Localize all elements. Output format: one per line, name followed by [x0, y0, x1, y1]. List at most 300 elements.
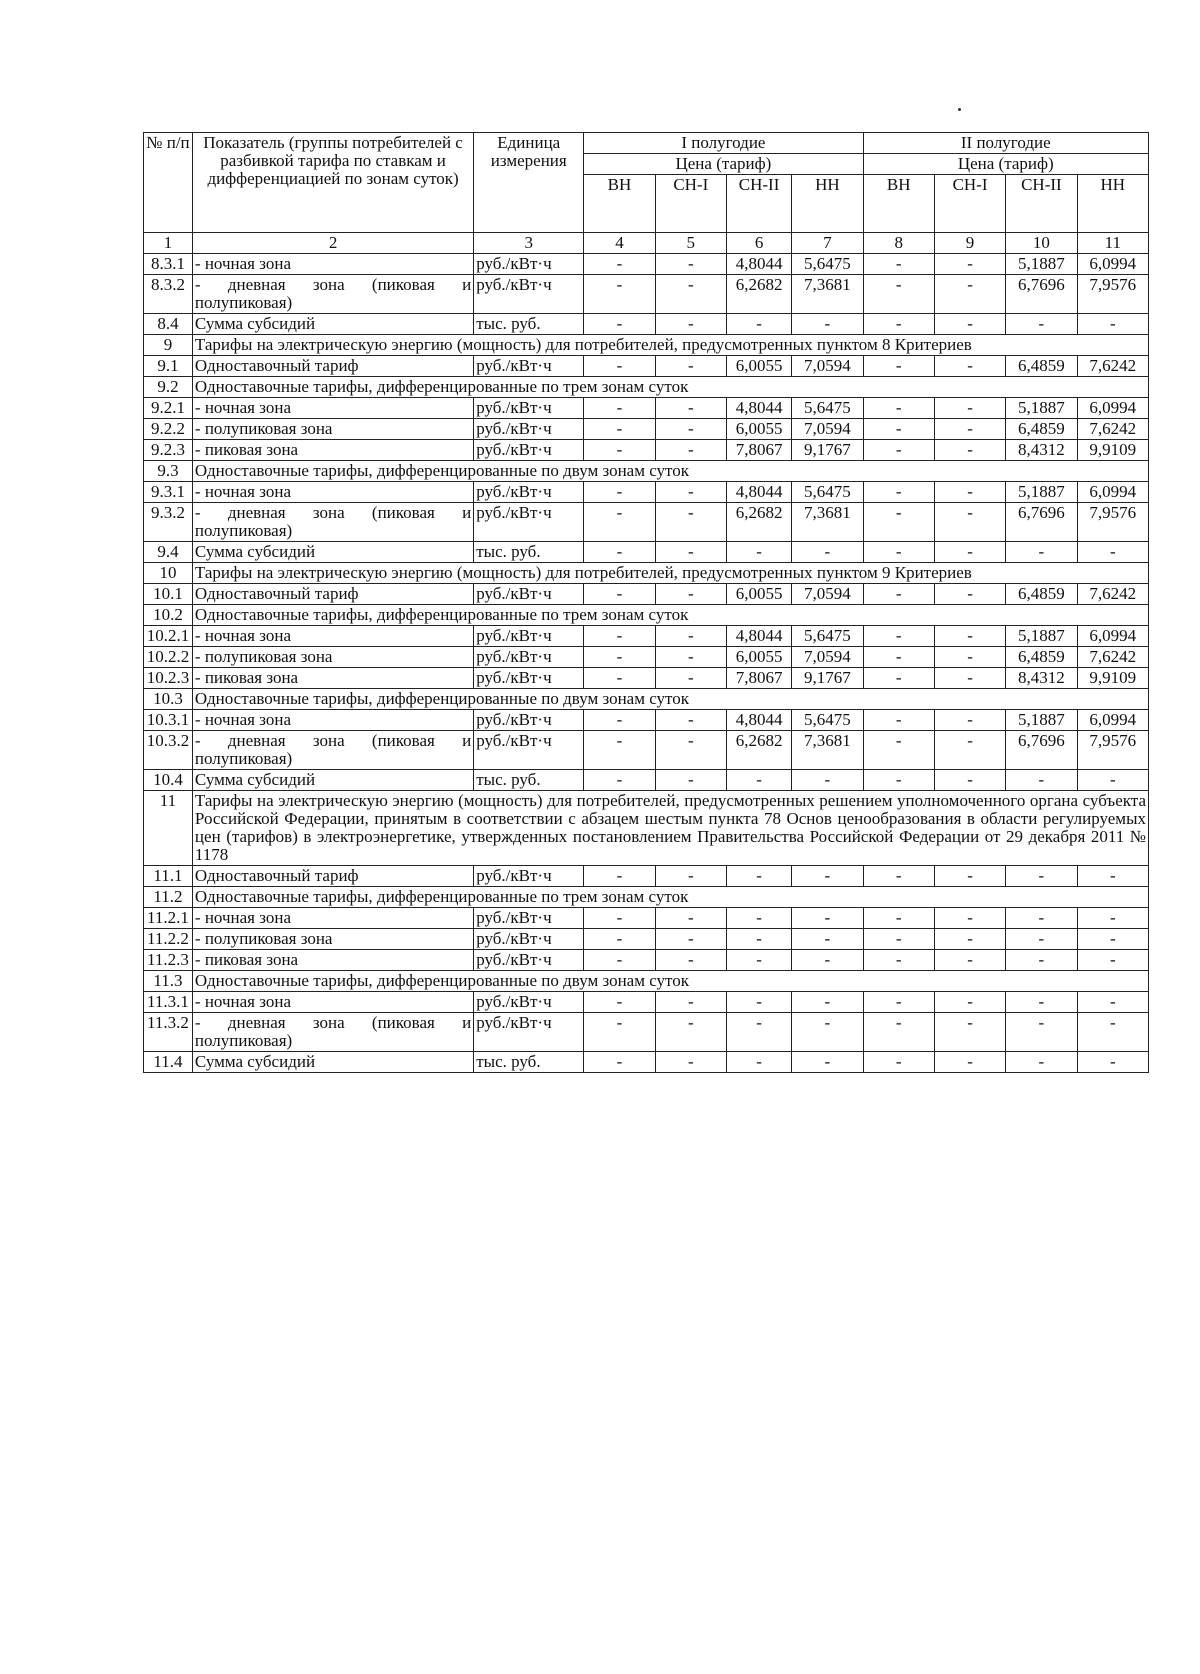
row-number: 11.3 [144, 971, 193, 992]
tariff-value: - [934, 992, 1005, 1013]
tariff-value: - [1006, 314, 1077, 335]
table-row [144, 419, 1149, 440]
row-unit: руб./кВт·ч [474, 668, 584, 689]
tariff-value: - [863, 440, 934, 461]
tariff-value: - [655, 1013, 726, 1052]
table-row [144, 542, 1149, 563]
tariff-value: - [584, 626, 655, 647]
tariff-value: - [934, 866, 1005, 887]
row-label: - пиковая зона [192, 668, 473, 689]
tariff-value: - [934, 584, 1005, 605]
tariff-value: - [1077, 314, 1148, 335]
table-row [144, 866, 1149, 887]
tariff-value: - [726, 929, 791, 950]
section-row [144, 971, 1149, 992]
tariff-value: - [1006, 992, 1077, 1013]
table-row [144, 1052, 1149, 1073]
tariff-value: - [863, 584, 934, 605]
row-unit: руб./кВт·ч [474, 626, 584, 647]
tariff-value: - [934, 1013, 1005, 1052]
tariff-value: - [863, 398, 934, 419]
tariff-value: - [655, 584, 726, 605]
table-row [144, 950, 1149, 971]
tariff-value: - [584, 482, 655, 503]
table-row [144, 1013, 1149, 1052]
header-row-colnums [144, 233, 1149, 254]
row-label: - ночная зона [192, 398, 473, 419]
tariff-value: - [863, 314, 934, 335]
tariff-value: 6,0055 [726, 356, 791, 377]
column-number: 10 [1006, 233, 1077, 254]
tariff-value: - [1077, 929, 1148, 950]
tariff-value: - [655, 254, 726, 275]
header-row-1 [144, 133, 1149, 154]
tariff-value: 6,4859 [1006, 356, 1077, 377]
tariff-value: 6,2682 [726, 731, 791, 770]
tariff-body [144, 254, 1149, 1073]
row-unit: руб./кВт·ч [474, 275, 584, 314]
tariff-value: - [584, 503, 655, 542]
tariff-value: 6,0055 [726, 419, 791, 440]
tariff-value: 4,8044 [726, 710, 791, 731]
section-row [144, 887, 1149, 908]
row-number: 9.3 [144, 461, 193, 482]
row-number: 11.3.1 [144, 992, 193, 1013]
tariff-value: - [1006, 908, 1077, 929]
tariff-value: - [726, 992, 791, 1013]
tariff-value: 9,1767 [792, 668, 863, 689]
row-unit: руб./кВт·ч [474, 731, 584, 770]
tariff-value: - [863, 731, 934, 770]
row-number: 9.3.2 [144, 503, 193, 542]
tariff-value: 6,0994 [1077, 398, 1148, 419]
row-unit: тыс. руб. [474, 770, 584, 791]
row-unit: руб./кВт·ч [474, 866, 584, 887]
header-half-2: II полугодие [863, 133, 1148, 154]
scan-speck [958, 108, 961, 111]
header-num: № п/п [144, 133, 193, 233]
tariff-value: - [934, 626, 1005, 647]
row-unit: руб./кВт·ч [474, 908, 584, 929]
row-unit: руб./кВт·ч [474, 647, 584, 668]
row-number: 8.3.2 [144, 275, 193, 314]
section-title: Тарифы на электрическую энергию (мощность) для потребителей, предусмотренных пунктом 8 Критериев [192, 335, 1148, 356]
tariff-value: - [584, 770, 655, 791]
row-number: 9.4 [144, 542, 193, 563]
tariff-value: - [792, 314, 863, 335]
tariff-value: 4,8044 [726, 254, 791, 275]
tariff-value: 5,1887 [1006, 398, 1077, 419]
row-unit: руб./кВт·ч [474, 710, 584, 731]
table-row [144, 647, 1149, 668]
tariff-value: 5,1887 [1006, 710, 1077, 731]
row-number: 10.2.3 [144, 668, 193, 689]
table-row [144, 731, 1149, 770]
tariff-value: - [1077, 866, 1148, 887]
tariff-value: 5,1887 [1006, 254, 1077, 275]
column-number: 5 [655, 233, 726, 254]
tariff-value: - [584, 950, 655, 971]
tariff-value: - [584, 929, 655, 950]
tariff-value: - [655, 314, 726, 335]
tariff-value: - [655, 908, 726, 929]
section-row [144, 563, 1149, 584]
row-unit: тыс. руб. [474, 314, 584, 335]
row-number: 8.4 [144, 314, 193, 335]
tariff-value: - [863, 503, 934, 542]
tariff-value: - [584, 1013, 655, 1052]
tariff-value: 7,9576 [1077, 275, 1148, 314]
tariff-value: 7,6242 [1077, 419, 1148, 440]
row-unit: руб./кВт·ч [474, 992, 584, 1013]
tariff-value: - [584, 710, 655, 731]
tariff-value: - [655, 275, 726, 314]
tariff-value: - [1006, 1052, 1077, 1073]
tariff-value: - [584, 356, 655, 377]
row-label: Одноставочный тариф [192, 356, 473, 377]
row-number: 9.1 [144, 356, 193, 377]
tariff-value: 8,4312 [1006, 668, 1077, 689]
section-title: Одноставочные тарифы, дифференцированные по трем зонам суток [192, 887, 1148, 908]
tariff-value: - [1006, 929, 1077, 950]
tariff-value: - [655, 482, 726, 503]
tariff-value: 7,9576 [1077, 503, 1148, 542]
tariff-value: - [1006, 950, 1077, 971]
column-number: 3 [474, 233, 584, 254]
header-half-1: I полугодие [584, 133, 863, 154]
tariff-value: 5,6475 [792, 482, 863, 503]
tariff-value: - [726, 770, 791, 791]
tariff-value: - [726, 908, 791, 929]
table-row [144, 584, 1149, 605]
tariff-value: - [655, 710, 726, 731]
table-row [144, 770, 1149, 791]
tariff-value: - [655, 626, 726, 647]
tariff-value: 6,0994 [1077, 482, 1148, 503]
row-label: - дневная зона (пиковая и полупиковая) [192, 503, 473, 542]
tariff-value: - [1006, 770, 1077, 791]
tariff-value: 7,6242 [1077, 647, 1148, 668]
row-label: - ночная зона [192, 992, 473, 1013]
tariff-value: - [934, 908, 1005, 929]
tariff-value: - [792, 1052, 863, 1073]
tariff-value: - [863, 356, 934, 377]
tariff-value: 6,4859 [1006, 584, 1077, 605]
tariff-value: - [584, 908, 655, 929]
tariff-value: - [726, 314, 791, 335]
tariff-value: - [1077, 542, 1148, 563]
tariff-value: - [1077, 1052, 1148, 1073]
row-number: 8.3.1 [144, 254, 193, 275]
table-row [144, 440, 1149, 461]
tariff-value: 6,0994 [1077, 710, 1148, 731]
tariff-value: - [655, 398, 726, 419]
tariff-value: 6,0055 [726, 647, 791, 668]
row-unit: руб./кВт·ч [474, 950, 584, 971]
section-row [144, 377, 1149, 398]
tariff-value: - [792, 866, 863, 887]
tariff-value: - [934, 929, 1005, 950]
tariff-value: 9,9109 [1077, 440, 1148, 461]
row-label: - дневная зона (пиковая и полупиковая) [192, 1013, 473, 1052]
section-title: Одноставочные тарифы, дифференцированные по двум зонам суток [192, 461, 1148, 482]
tariff-value: 6,0994 [1077, 626, 1148, 647]
tariff-value: 4,8044 [726, 482, 791, 503]
tariff-value: - [655, 356, 726, 377]
tariff-value: - [584, 992, 655, 1013]
tariff-value: 7,3681 [792, 275, 863, 314]
tariff-value: 5,1887 [1006, 626, 1077, 647]
tariff-value: - [584, 866, 655, 887]
row-number: 10.3.1 [144, 710, 193, 731]
tariff-value: - [934, 950, 1005, 971]
row-label: - ночная зона [192, 254, 473, 275]
column-number: 8 [863, 233, 934, 254]
tariff-value: - [1006, 542, 1077, 563]
tariff-value: - [863, 647, 934, 668]
header-level: НН [792, 175, 863, 233]
row-number: 10.2.1 [144, 626, 193, 647]
tariff-value: - [655, 542, 726, 563]
tariff-value: 6,0055 [726, 584, 791, 605]
row-number: 11.2 [144, 887, 193, 908]
row-unit: руб./кВт·ч [474, 356, 584, 377]
tariff-value: - [934, 482, 1005, 503]
row-number: 10.1 [144, 584, 193, 605]
row-label: - дневная зона (пиковая и полупиковая) [192, 275, 473, 314]
tariff-value: - [1006, 866, 1077, 887]
tariff-value: - [934, 647, 1005, 668]
tariff-value: 5,1887 [1006, 482, 1077, 503]
tariff-value: - [934, 503, 1005, 542]
section-row [144, 461, 1149, 482]
table-row [144, 398, 1149, 419]
row-label: - ночная зона [192, 908, 473, 929]
tariff-value: - [726, 1013, 791, 1052]
row-number: 11.2.1 [144, 908, 193, 929]
header-level: СН-II [1006, 175, 1077, 233]
tariff-value: 6,2682 [726, 275, 791, 314]
row-unit: руб./кВт·ч [474, 1013, 584, 1052]
tariff-value: 7,3681 [792, 503, 863, 542]
tariff-value: - [655, 731, 726, 770]
tariff-value: - [863, 482, 934, 503]
tariff-value: 5,6475 [792, 710, 863, 731]
table-row [144, 356, 1149, 377]
section-title: Тарифы на электрическую энергию (мощность) для потребителей, предусмотренных пунктом 9 Критериев [192, 563, 1148, 584]
row-unit: тыс. руб. [474, 542, 584, 563]
row-unit: руб./кВт·ч [474, 503, 584, 542]
column-number: 6 [726, 233, 791, 254]
section-title: Одноставочные тарифы, дифференцированные по двум зонам суток [192, 689, 1148, 710]
row-number: 9.3.1 [144, 482, 193, 503]
row-unit: руб./кВт·ч [474, 482, 584, 503]
row-label: - пиковая зона [192, 950, 473, 971]
row-unit: руб./кВт·ч [474, 254, 584, 275]
tariff-value: 4,8044 [726, 398, 791, 419]
header-price-1: Цена (тариф) [584, 154, 863, 175]
tariff-value: - [934, 731, 1005, 770]
column-number: 2 [192, 233, 473, 254]
tariff-value: 5,6475 [792, 398, 863, 419]
tariff-value: - [863, 419, 934, 440]
table-row [144, 275, 1149, 314]
tariff-value: - [726, 542, 791, 563]
tariff-value: 6,7696 [1006, 503, 1077, 542]
tariff-value: - [1077, 1013, 1148, 1052]
section-row [144, 689, 1149, 710]
tariff-value: - [863, 275, 934, 314]
tariff-value: 5,6475 [792, 254, 863, 275]
tariff-value: - [584, 668, 655, 689]
tariff-value: - [584, 314, 655, 335]
tariff-value: - [934, 770, 1005, 791]
row-number: 9.2.3 [144, 440, 193, 461]
row-number: 9.2 [144, 377, 193, 398]
tariff-value: - [655, 770, 726, 791]
row-number: 10.2 [144, 605, 193, 626]
tariff-value: - [792, 770, 863, 791]
tariff-value: - [863, 542, 934, 563]
tariff-value: - [863, 770, 934, 791]
tariff-value: - [934, 275, 1005, 314]
header-indicator: Показатель (группы потребителей с разбивкой тарифа по ставкам и дифференциацией по зонам суток) [192, 133, 473, 233]
table-row [144, 254, 1149, 275]
row-label: Сумма субсидий [192, 542, 473, 563]
tariff-value: - [863, 254, 934, 275]
tariff-value: - [792, 992, 863, 1013]
section-title: Одноставочные тарифы, дифференцированные по трем зонам суток [192, 377, 1148, 398]
tariff-value: - [584, 542, 655, 563]
tariff-value: - [584, 647, 655, 668]
tariff-value: - [863, 626, 934, 647]
tariff-value: - [584, 419, 655, 440]
row-label: - пиковая зона [192, 440, 473, 461]
tariff-value: - [792, 908, 863, 929]
tariff-value: 6,0994 [1077, 254, 1148, 275]
tariff-value: - [726, 1052, 791, 1073]
row-label: Сумма субсидий [192, 1052, 473, 1073]
table-row [144, 503, 1149, 542]
tariff-value: - [863, 710, 934, 731]
row-number: 10 [144, 563, 193, 584]
tariff-value: - [655, 440, 726, 461]
row-unit: руб./кВт·ч [474, 584, 584, 605]
tariff-value: 8,4312 [1006, 440, 1077, 461]
row-label: - полупиковая зона [192, 647, 473, 668]
row-unit: руб./кВт·ч [474, 929, 584, 950]
tariff-value: - [1077, 770, 1148, 791]
tariff-value: - [792, 950, 863, 971]
tariff-value: 7,0594 [792, 647, 863, 668]
tariff-value: - [863, 668, 934, 689]
table-row [144, 482, 1149, 503]
row-number: 11.2.3 [144, 950, 193, 971]
tariff-value: - [584, 398, 655, 419]
table-row [144, 908, 1149, 929]
row-number: 9.2.2 [144, 419, 193, 440]
tariff-value: - [863, 1052, 934, 1073]
tariff-value: 7,6242 [1077, 356, 1148, 377]
tariff-value: 6,4859 [1006, 419, 1077, 440]
tariff-value: 7,8067 [726, 440, 791, 461]
tariff-value: - [655, 419, 726, 440]
header-level: НН [1077, 175, 1148, 233]
tariff-value: - [863, 866, 934, 887]
row-number: 10.3.2 [144, 731, 193, 770]
tariff-value: - [934, 398, 1005, 419]
header-level: ВН [863, 175, 934, 233]
tariff-value: - [584, 440, 655, 461]
tariff-value: 4,8044 [726, 626, 791, 647]
tariff-value: - [584, 731, 655, 770]
tariff-value: - [584, 254, 655, 275]
tariff-value: - [863, 992, 934, 1013]
tariff-value: - [934, 254, 1005, 275]
tariff-value: - [863, 908, 934, 929]
tariff-value: - [655, 929, 726, 950]
table-row [144, 929, 1149, 950]
header-price-2: Цена (тариф) [863, 154, 1148, 175]
table-row [144, 314, 1149, 335]
row-label: Сумма субсидий [192, 314, 473, 335]
tariff-value: - [934, 668, 1005, 689]
tariff-value: - [934, 419, 1005, 440]
row-label: Одноставочный тариф [192, 866, 473, 887]
tariff-value: - [863, 929, 934, 950]
tariff-value: 7,6242 [1077, 584, 1148, 605]
row-unit: руб./кВт·ч [474, 398, 584, 419]
tariff-value: - [726, 866, 791, 887]
row-label: - полупиковая зона [192, 929, 473, 950]
tariff-value: - [792, 542, 863, 563]
tariff-value: 7,8067 [726, 668, 791, 689]
tariff-value: 9,1767 [792, 440, 863, 461]
row-label: - ночная зона [192, 626, 473, 647]
tariff-value: - [584, 1052, 655, 1073]
row-number: 9.2.1 [144, 398, 193, 419]
row-unit: руб./кВт·ч [474, 440, 584, 461]
row-label: - ночная зона [192, 482, 473, 503]
row-number: 11 [144, 791, 193, 866]
tariff-value: - [726, 950, 791, 971]
row-label: - ночная зона [192, 710, 473, 731]
tariff-value: 5,6475 [792, 626, 863, 647]
column-number: 1 [144, 233, 193, 254]
section-row [144, 791, 1149, 866]
table-row [144, 668, 1149, 689]
tariff-value: - [655, 668, 726, 689]
column-number: 9 [934, 233, 1005, 254]
row-number: 11.2.2 [144, 929, 193, 950]
tariff-value: - [934, 314, 1005, 335]
tariff-value: 7,0594 [792, 419, 863, 440]
header-unit: Единица измерения [474, 133, 584, 233]
tariff-value: 6,7696 [1006, 731, 1077, 770]
tariff-value: - [655, 503, 726, 542]
table-row [144, 710, 1149, 731]
tariff-value: 6,2682 [726, 503, 791, 542]
tariff-value: 6,4859 [1006, 647, 1077, 668]
tariff-value: - [934, 356, 1005, 377]
tariff-value: - [792, 929, 863, 950]
section-title: Одноставочные тарифы, дифференцированные по двум зонам суток [192, 971, 1148, 992]
section-row [144, 335, 1149, 356]
tariff-value: - [655, 1052, 726, 1073]
table-row [144, 626, 1149, 647]
row-label: Одноставочный тариф [192, 584, 473, 605]
header-level: СН-I [655, 175, 726, 233]
